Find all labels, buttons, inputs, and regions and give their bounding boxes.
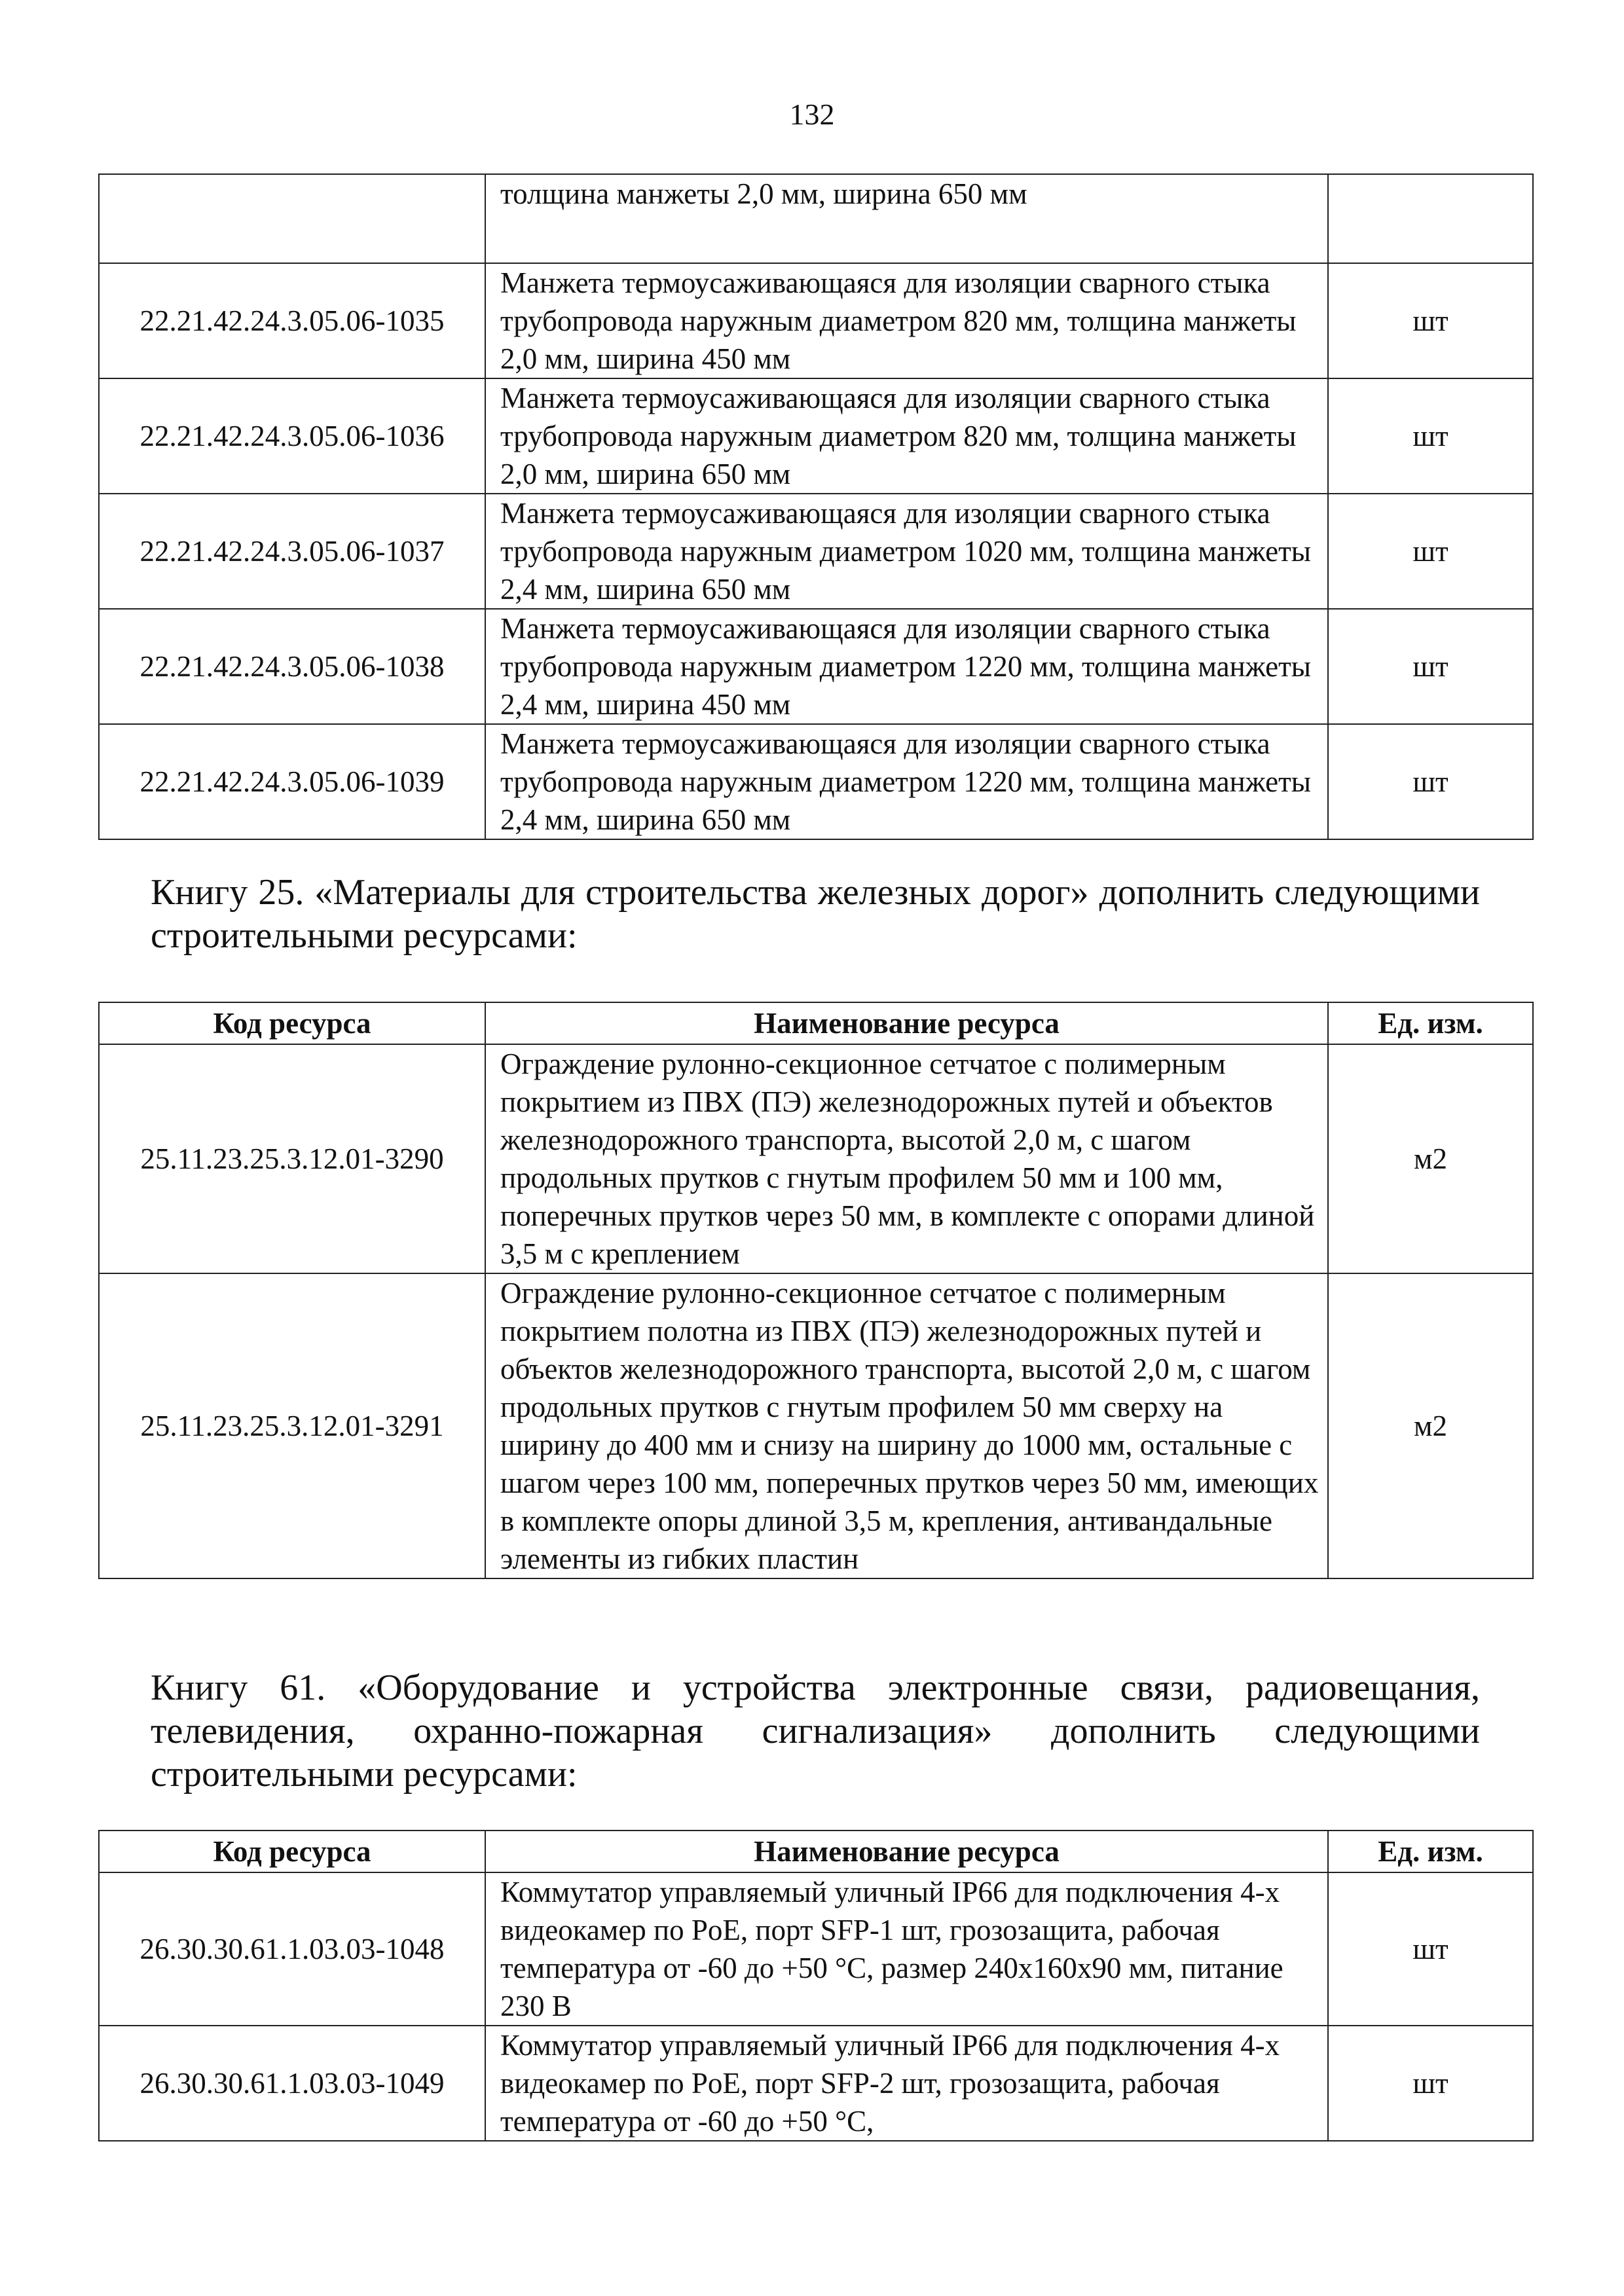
column-header-unit: Ед. изм. bbox=[1328, 1002, 1533, 1044]
resource-name: Манжета термоусаживающаяся для изоляции сварного стыка трубопровода наружным диаметром 820 мм, толщина манжеты 2,0 мм, ширина 650 мм bbox=[485, 378, 1328, 494]
table-row bbox=[99, 1872, 1533, 2026]
table-row bbox=[99, 1273, 1533, 1578]
table-row bbox=[99, 609, 1533, 724]
resource-name: Манжета термоусаживающаяся для изоляции сварного стыка трубопровода наружным диаметром 1020 мм, толщина манжеты 2,4 мм, ширина 650 мм bbox=[485, 494, 1328, 609]
table-row bbox=[99, 1044, 1533, 1273]
book-61-paragraph: Книгу 61. «Оборудование и устройства электронные связи, радиовещания, телевидения, охранно-пожарная сигнализация» дополнить следующими строительными ресурсами: bbox=[151, 1667, 1480, 1795]
resource-code: 22.21.42.24.3.05.06-1039 bbox=[99, 724, 485, 839]
resource-name: Манжета термоусаживающаяся для изоляции сварного стыка трубопровода наружным диаметром 1220 мм, толщина манжеты 2,4 мм, ширина 650 мм bbox=[485, 724, 1328, 839]
resource-unit: шт bbox=[1328, 609, 1533, 724]
resource-unit bbox=[1328, 174, 1533, 263]
table-row bbox=[99, 724, 1533, 839]
resource-unit: шт bbox=[1328, 263, 1533, 378]
resource-unit: шт bbox=[1328, 2026, 1533, 2141]
table-header-row bbox=[99, 1831, 1533, 1872]
book-25-paragraph: Книгу 25. «Материалы для строительства железных дорог» дополнить следующими строительными ресурсами: bbox=[151, 872, 1480, 956]
resource-code: 22.21.42.24.3.05.06-1038 bbox=[99, 609, 485, 724]
resource-name: Ограждение рулонно-секционное сетчатое с полимерным покрытием полотна из ПВХ (ПЭ) железнодорожных путей и объектов железнодорожного транспорта, высотой 2,0 м, с шагом продольных прутков с гнутым профилем 50 мм сверху на ширину до 400 мм и снизу на ширину до 1000 мм, остальные с шагом через 100 мм, поперечных прутков через 50 мм, имеющих в комплекте опоры длиной 3,5 м, крепления, антивандальные элементы из гибких пластин bbox=[485, 1273, 1328, 1578]
table-header-row bbox=[99, 1002, 1533, 1044]
resource-unit: шт bbox=[1328, 1872, 1533, 2026]
resource-table-book61 bbox=[98, 1830, 1534, 2141]
resource-table-book22-continued bbox=[98, 173, 1534, 840]
resource-name: Манжета термоусаживающаяся для изоляции сварного стыка трубопровода наружным диаметром 1220 мм, толщина манжеты 2,4 мм, ширина 450 мм bbox=[485, 609, 1328, 724]
resource-unit: шт bbox=[1328, 378, 1533, 494]
resource-code: 22.21.42.24.3.05.06-1036 bbox=[99, 378, 485, 494]
column-header-name: Наименование ресурса bbox=[485, 1002, 1328, 1044]
resource-name: Коммутатор управляемый уличный IP66 для подключения 4-х видеокамер по PoE, порт SFP-1 шт, грозозащита, рабочая температура от -60 до +50 °C, размер 240x160x90 мм, питание 230 В bbox=[485, 1872, 1328, 2026]
resource-unit: шт bbox=[1328, 724, 1533, 839]
resource-code: 22.21.42.24.3.05.06-1037 bbox=[99, 494, 485, 609]
page-number: 132 bbox=[789, 98, 835, 131]
resource-code bbox=[99, 174, 485, 263]
column-header-code: Код ресурса bbox=[99, 1831, 485, 1872]
resource-code: 22.21.42.24.3.05.06-1035 bbox=[99, 263, 485, 378]
resource-name: Коммутатор управляемый уличный IP66 для подключения 4-х видеокамер по PoE, порт SFP-2 шт, грозозащита, рабочая температура от -60 до +50 °C, bbox=[485, 2026, 1328, 2141]
column-header-code: Код ресурса bbox=[99, 1002, 485, 1044]
resource-name: Ограждение рулонно-секционное сетчатое с полимерным покрытием из ПВХ (ПЭ) железнодорожных путей и объектов железнодорожного транспорта, высотой 2,0 м, с шагом продольных прутков с гнутым профилем 50 мм и 100 мм, поперечных прутков через 50 мм, в комплекте с опорами длиной 3,5 м с креплением bbox=[485, 1044, 1328, 1273]
resource-unit: шт bbox=[1328, 494, 1533, 609]
table-row bbox=[99, 378, 1533, 494]
table-row bbox=[99, 263, 1533, 378]
resource-code: 25.11.23.25.3.12.01-3291 bbox=[99, 1273, 485, 1578]
resource-name: толщина манжеты 2,0 мм, ширина 650 мм bbox=[485, 174, 1328, 263]
table-row bbox=[99, 494, 1533, 609]
column-header-name: Наименование ресурса bbox=[485, 1831, 1328, 1872]
resource-table-book25 bbox=[98, 1002, 1534, 1579]
table-row bbox=[99, 174, 1533, 263]
column-header-unit: Ед. изм. bbox=[1328, 1831, 1533, 1872]
resource-name: Манжета термоусаживающаяся для изоляции сварного стыка трубопровода наружным диаметром 820 мм, толщина манжеты 2,0 мм, ширина 450 мм bbox=[485, 263, 1328, 378]
table-row bbox=[99, 2026, 1533, 2141]
resource-unit: м2 bbox=[1328, 1044, 1533, 1273]
resource-code: 25.11.23.25.3.12.01-3290 bbox=[99, 1044, 485, 1273]
resource-code: 26.30.30.61.1.03.03-1049 bbox=[99, 2026, 485, 2141]
resource-unit: м2 bbox=[1328, 1273, 1533, 1578]
resource-code: 26.30.30.61.1.03.03-1048 bbox=[99, 1872, 485, 2026]
